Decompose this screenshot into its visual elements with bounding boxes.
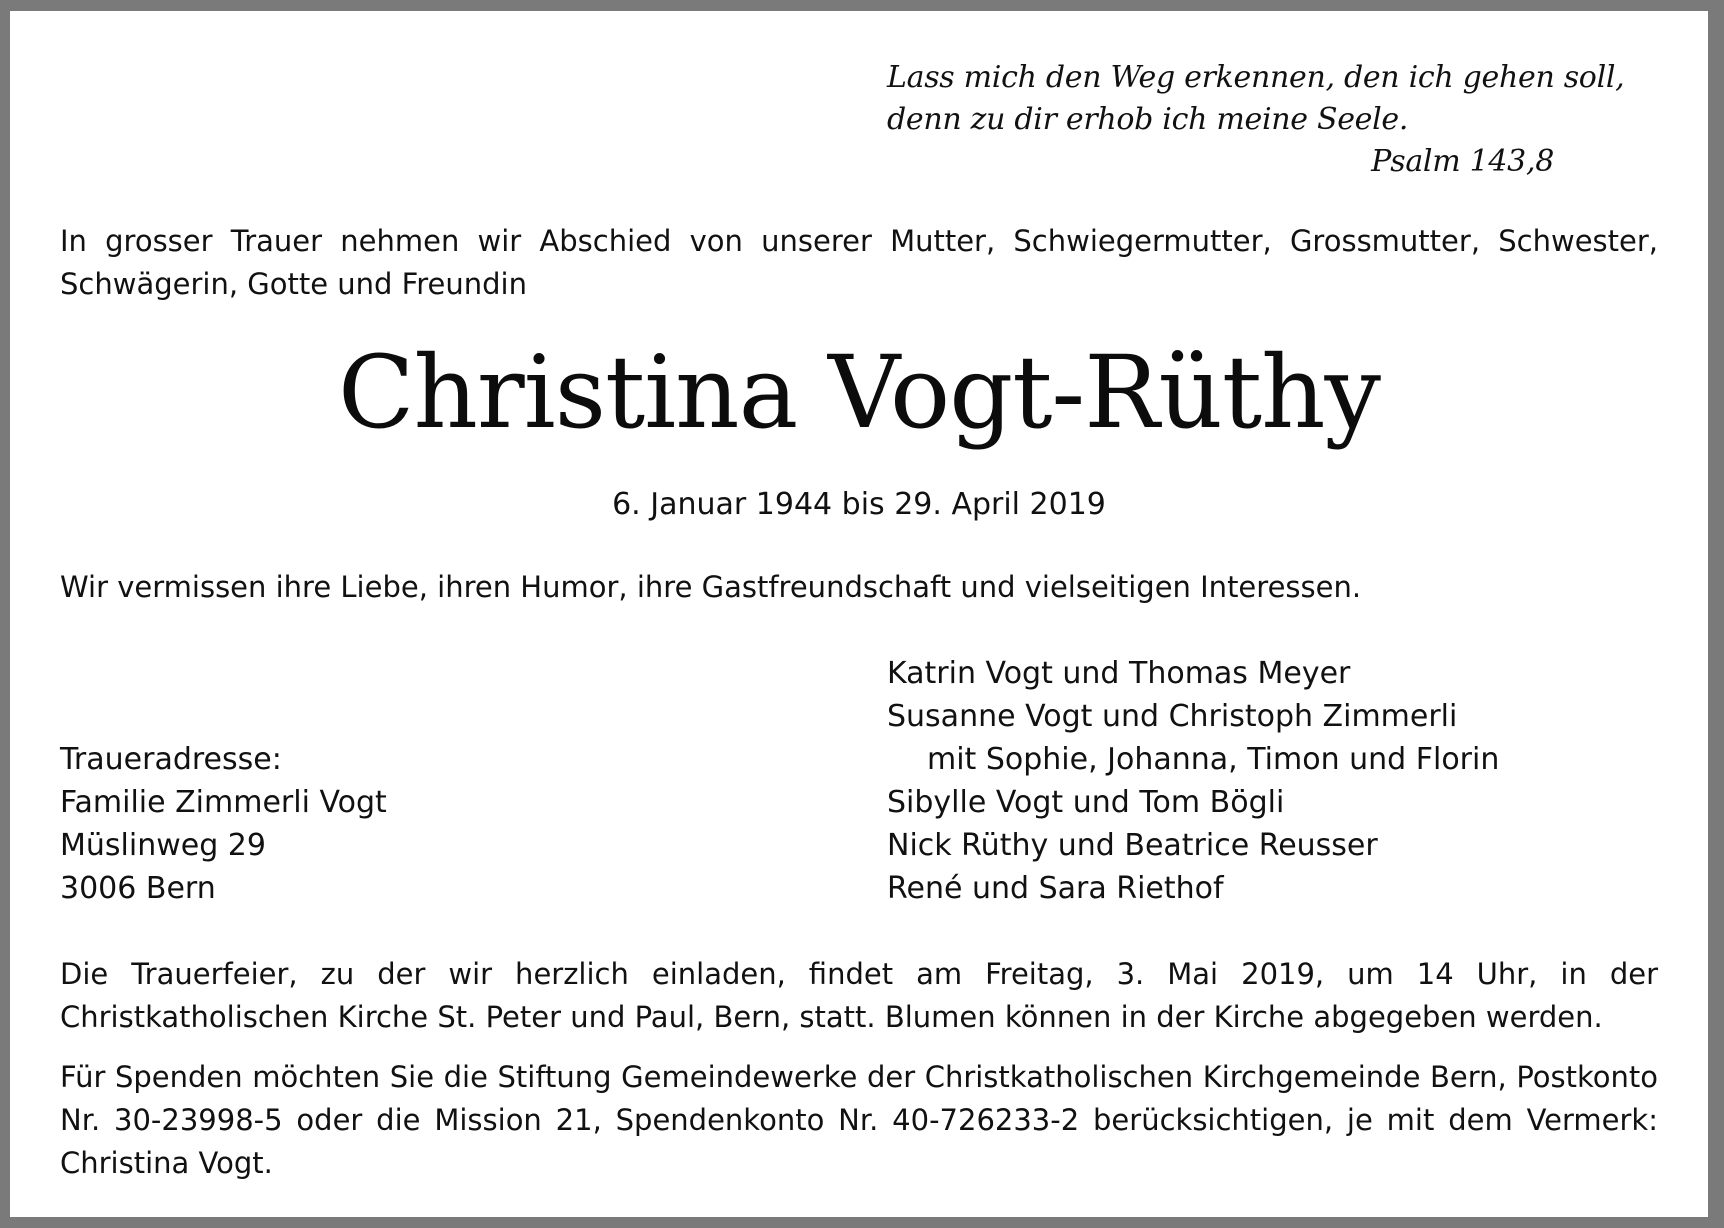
address-name: Familie Zimmerli Vogt <box>60 785 387 820</box>
mourner-entry: Nick Rüthy und Beatrice Reusser <box>887 828 1378 863</box>
psalm-line-1: Lass mich den Weg erkennen, den ich gehen soll, <box>887 60 1625 95</box>
mourners-list <box>887 652 1627 910</box>
obituary-notice <box>10 11 1708 1217</box>
psalm-reference: Psalm 143,8 <box>1371 144 1554 179</box>
mourner-entry: Katrin Vogt und Thomas Meyer <box>887 656 1351 691</box>
remembrance-text: Wir vermissen ihre Liebe, ihren Humor, ihre Gastfreundschaft und vielseitigen Interessen. <box>60 570 1362 604</box>
mourning-address <box>60 738 660 910</box>
psalm-line-2: denn zu dir erhob ich meine Seele. <box>887 102 1409 137</box>
life-dates: 6. Januar 1944 bis 29. April 2019 <box>612 487 1106 522</box>
address-label: Traueradresse: <box>60 742 282 777</box>
mourner-entry-children: mit Sophie, Johanna, Timon und Florin <box>927 742 1500 777</box>
deceased-name: Christina Vogt-Rüthy <box>337 334 1380 451</box>
mourner-entry: Sibylle Vogt und Tom Bögli <box>887 785 1285 820</box>
address-street: Müslinweg 29 <box>60 828 266 863</box>
intro-text: In grosser Trauer nehmen wir Abschied von unserer Mutter, Schwiegermutter, Grossmutter, Schwester, Schwägerin, Gotte und Freundin <box>60 224 1658 301</box>
funeral-info: Die Trauerfeier, zu der wir herzlich einladen, findet am Freitag, 3. Mai 2019, um 14 Uhr, in der Christkatholischen Kirche St. Peter und Paul, Bern, statt. Blumen können in der Kirche abgegeben werden. <box>60 957 1658 1034</box>
psalm-quote <box>887 57 1625 183</box>
donation-info: Für Spenden möchten Sie die Stiftung Gemeindewerke der Christkatholischen Kirchgemeinde Bern, Postkonto Nr. 30-23998-5 oder die Mission 21, Spendenkonto Nr. 40-726233-2 berücksichtigen, je mit dem Vermerk: Christina Vogt. <box>60 1060 1658 1180</box>
mourner-entry: Susanne Vogt und Christoph Zimmerli <box>887 699 1458 734</box>
mourner-entry: René und Sara Riethof <box>887 871 1224 906</box>
address-city: 3006 Bern <box>60 871 216 906</box>
